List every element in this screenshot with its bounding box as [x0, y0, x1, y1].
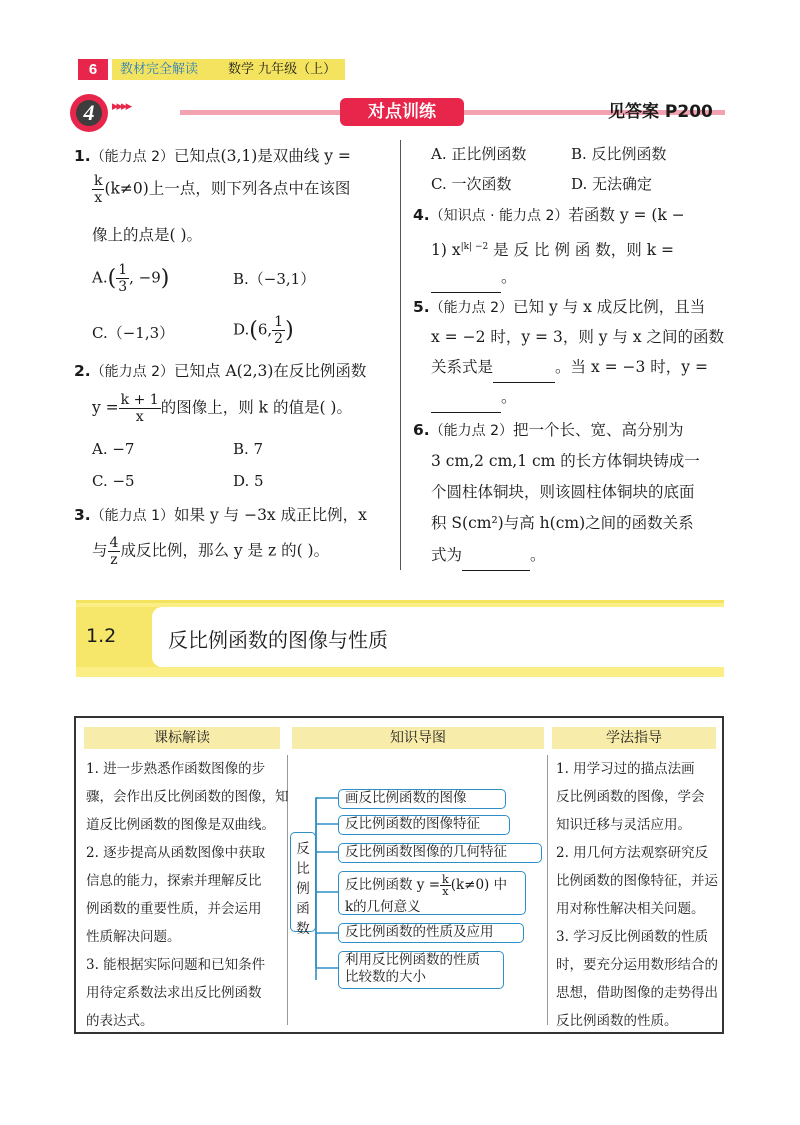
q6-line5: 式为 。 [431, 540, 546, 571]
map-root-label: 反比例函数 [296, 841, 310, 937]
text-line: 骤，会作出反比例函数的图像，知 [86, 789, 289, 805]
q1-option-a: A.( $\frac{1}{3}$ , −9) [92, 262, 170, 295]
map-node: 反比例函数的性质及应用 [338, 923, 524, 943]
section-number-badge: 4 [70, 94, 108, 132]
text-line: 信息的能力，探索并理解反比 [86, 873, 262, 889]
q6-line1: 6.（能力点 2）把一个长、宽、高分别为 [413, 421, 684, 439]
text-line: 3. 学习反比例函数的性质 [556, 929, 709, 945]
q3-option-d: D. 无法确定 [571, 175, 653, 193]
text-line: 1. 进一步熟悉作函数图像的步 [86, 761, 266, 777]
answer-reference: 见答案 P200 [608, 102, 713, 122]
text-line: 例函数的重要性质，并会运用 [86, 901, 262, 917]
col-study-guide-text [556, 755, 718, 1035]
section-banner-number: 1.2 [86, 625, 117, 647]
q2-option-a: A. −7 [92, 440, 135, 458]
col-standards-header: 课标解读 [84, 727, 280, 749]
map-node: 反比例函数图像的几何特征 [338, 843, 542, 863]
q4-line1: 4.（知识点 · 能力点 2）若函数 y = (k − [413, 206, 685, 224]
q6-line2: 3 cm,2 cm,1 cm 的长方体铜块铸成一 [431, 452, 700, 470]
arrow-icons: ▸▸▸▸ [112, 99, 131, 114]
q1-line1: 1.（能力点 2）已知点(3,1)是双曲线 y = [74, 147, 351, 165]
text-line: 3. 能根据实际问题和已知条件 [86, 957, 266, 973]
book-header [112, 59, 345, 80]
q1-option-d: D.(6, $\frac{1}{2}$ ) [233, 314, 294, 347]
map-node-compare: 利用反比例函数的性质 比较数的大小 [338, 951, 504, 989]
q5-line1: 5.（能力点 2）已知 y 与 x 成反比例，且当 [413, 298, 706, 316]
col-standards-text [86, 755, 289, 1035]
q5-line4: 。 [431, 382, 517, 413]
col-knowledge-map-header: 知识导图 [292, 727, 544, 749]
q6-line4: 积 S(cm²)与高 h(cm)之间的函数关系 [431, 514, 694, 532]
q3-line2: 与 $\frac{4}{z}$ 成反比例，那么 y 是 z 的( )。 [92, 535, 330, 568]
q1-option-c: C.（−1,3） [92, 324, 175, 342]
column-separator [547, 755, 548, 1025]
page-number: 6 [78, 59, 108, 80]
column-divider [400, 140, 401, 570]
map-node-k-meaning: 反比例函数 y = $\frac{k}{x}$ (k≠0) 中 k的几何意义 [338, 871, 526, 915]
q5-line2: x = −2 时，y = 3，则 y 与 x 之间的函数 [431, 328, 725, 346]
q3-option-a: A. 正比例函数 [431, 145, 527, 163]
q6-line3: 个圆柱体铜块，则该圆柱体铜块的底面 [431, 483, 695, 501]
q1-line3: 像上的点是( )。 [92, 226, 203, 244]
book-title: 教材完全解读 [120, 62, 199, 77]
book-subject: 数学 九年级（上） [228, 62, 337, 77]
q2-option-d: D. 5 [233, 472, 264, 490]
text-line: 2. 用几何方法观察研究反 [556, 845, 709, 861]
q4-answer-line: 。 [431, 262, 517, 293]
q1-option-b: B.（−3,1） [233, 270, 316, 288]
q5-line3: 关系式是 。当 x = −3 时，y = [431, 352, 708, 383]
q3-option-c: C. 一次函数 [431, 175, 512, 193]
text-line: 时，要充分运用数形结合的 [556, 957, 718, 973]
text-line: 比例函数的图像特征，并运 [556, 873, 718, 889]
q3-option-b: B. 反比例函数 [571, 145, 667, 163]
text-line: 反比例函数的图像，学会 [556, 789, 705, 805]
text-line: 用对称性解决相关问题。 [556, 901, 705, 917]
q2-line2: y = $\frac{k + 1}{x}$ 的图像上，则 k 的值是( )。 [92, 392, 352, 425]
col-study-guide-header: 学法指导 [552, 727, 716, 749]
text-line: 性质解决问题。 [86, 929, 181, 945]
q2-option-b: B. 7 [233, 440, 264, 458]
text-line: 1. 用学习过的描点法画 [556, 761, 695, 777]
map-node: 反比例函数的图像特征 [338, 815, 510, 835]
section-banner-title: 反比例函数的图像与性质 [168, 628, 388, 652]
q2-option-c: C. −5 [92, 472, 135, 490]
text-line: 2. 逐步提高从函数图像中获取 [86, 845, 266, 861]
q2-line1: 2.（能力点 2）已知点 A(2,3)在反比例函数 [74, 362, 367, 380]
section-title: 对点训练 [340, 98, 464, 126]
text-line: 的表达式。 [86, 1013, 154, 1029]
map-root-box [290, 832, 316, 937]
text-line: 道反比例函数的图像是双曲线。 [86, 817, 275, 833]
text-line: 用待定系数法求出反比例函数 [86, 985, 262, 1001]
text-line: 知识迁移与灵活应用。 [556, 817, 691, 833]
q4-line2: 1) $x^{|k| -2}$ 是 反 比 例 函 数，则 k = [431, 241, 675, 260]
q1-line2: $\frac{k}{x}$ (k≠0)上一点，则下列各点中在该图 [94, 173, 351, 206]
map-node: 画反比例函数的图像 [338, 789, 506, 809]
text-line: 思想，借助图像的走势得出 [556, 985, 718, 1001]
q3-line1: 3.（能力点 1）如果 y 与 −3x 成正比例，x [74, 506, 367, 524]
text-line: 反比例函数的性质。 [556, 1013, 678, 1029]
